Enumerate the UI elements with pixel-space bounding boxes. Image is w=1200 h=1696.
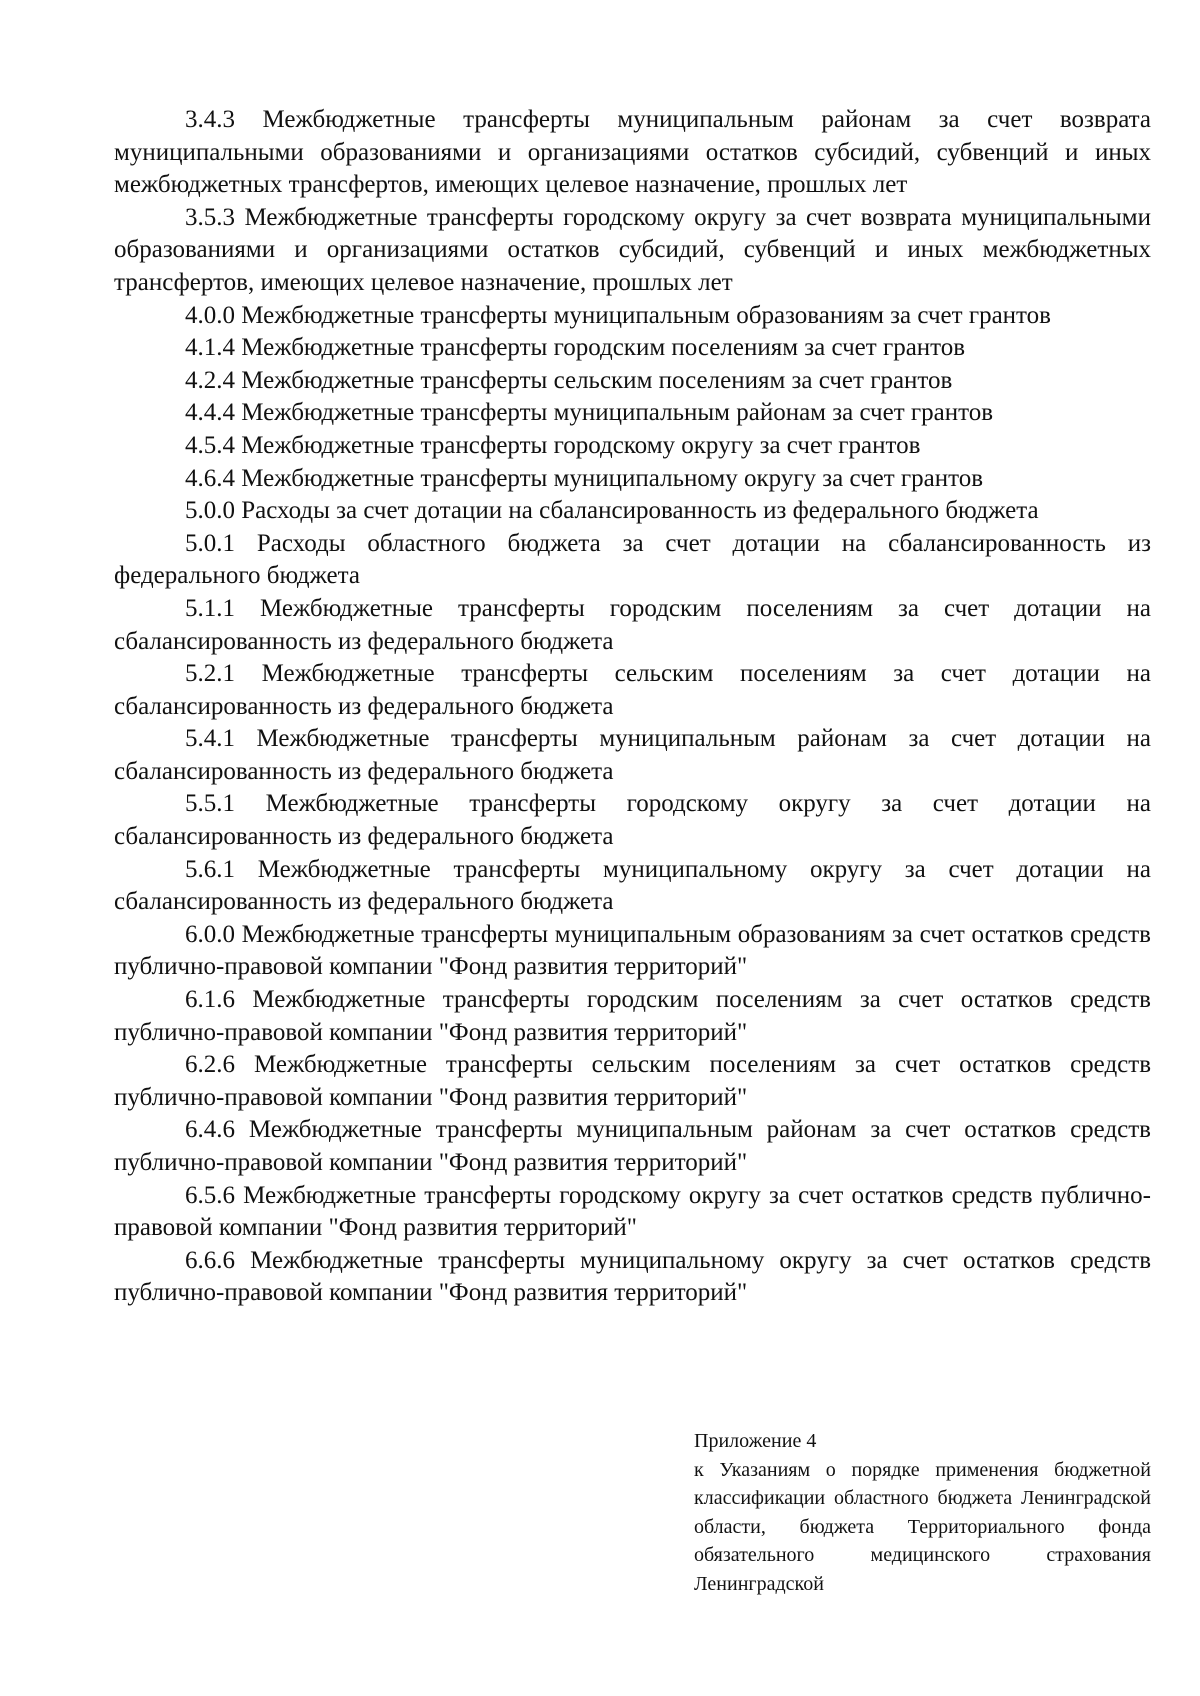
paragraph-6-2-6: 6.2.6 Межбюджетные трансферты сельским поселениям за счет остатков средств публично-правовой компании "Фонд развития территорий"	[114, 1051, 1151, 1111]
paragraph-6-1-6: 6.1.6 Межбюджетные трансферты городским поселениям за счет остатков средств публично-правовой компании "Фонд развития территорий"	[114, 986, 1151, 1046]
paragraph-3-4-3: 3.4.3 Межбюджетные трансферты муниципальным районам за счет возврата муниципальными образованиями и организациями остатков субсидий, субвенций и иных межбюджетных трансфертов, имеющих целевое назначение, прошлых лет	[114, 106, 1151, 199]
paragraph-5-4-1: 5.4.1 Межбюджетные трансферты муниципальным районам за счет дотации на сбалансированность из федерального бюджета	[114, 725, 1151, 785]
paragraph-4-1-4: 4.1.4 Межбюджетные трансферты городским поселениям за счет грантов	[185, 334, 966, 362]
paragraph-6-4-6: 6.4.6 Межбюджетные трансферты муниципальным районам за счет остатков средств публично-правовой компании "Фонд развития территорий"	[114, 1116, 1151, 1176]
appendix-text: к Указаниям о порядке применения бюджетной классификации областного бюджета Ленинградской области, бюджета Территориального фонда обязательного медицинского страхования Ленинградской	[694, 1458, 1151, 1595]
paragraph-4-2-4: 4.2.4 Межбюджетные трансферты сельским поселениям за счет грантов	[185, 366, 953, 394]
paragraph-6-6-6: 6.6.6 Межбюджетные трансферты муниципальному округу за счет остатков средств публично-правовой компании "Фонд развития территорий"	[114, 1246, 1151, 1307]
paragraph-3-5-3: 3.5.3 Межбюджетные трансферты городскому округу за счет возврата муниципальными образованиями и организациями остатков субсидий, субвенций и иных межбюджетных трансфертов, имеющих целевое назначение, прошлых лет	[114, 203, 1151, 296]
paragraph-5-5-1: 5.5.1 Межбюджетные трансферты городскому округу за счет дотации на сбалансированность из федерального бюджета	[114, 790, 1151, 851]
paragraph-5-0-1: 5.0.1 Расходы областного бюджета за счет дотации на сбалансированность из федерального бюджета	[114, 529, 1151, 590]
paragraph-6-5-6: 6.5.6 Межбюджетные трансферты городскому округу за счет остатков средств публично-правовой компании "Фонд развития территорий"	[114, 1181, 1151, 1242]
paragraph-5-6-1: 5.6.1 Межбюджетные трансферты муниципальному округу за счет дотации на сбалансированность из федерального бюджета	[114, 855, 1151, 916]
paragraph-4-5-4: 4.5.4 Межбюджетные трансферты городскому округу за счет грантов	[185, 431, 921, 459]
paragraph-5-0-0: 5.0.0 Расходы за счет дотации на сбалансированность из федерального бюджета	[185, 497, 1039, 525]
document-body	[114, 104, 1151, 1310]
paragraph-5-2-1: 5.2.1 Межбюджетные трансферты сельским поселениям за счет дотации на сбалансированность из федерального бюджета	[114, 660, 1151, 720]
paragraph-4-6-4: 4.6.4 Межбюджетные трансферты муниципальному округу за счет грантов	[185, 464, 984, 492]
paragraph-6-0-0: 6.0.0 Межбюджетные трансферты муниципальным образованиям за счет остатков средств публично-правовой компании "Фонд развития территорий"	[114, 920, 1151, 981]
appendix-title: Приложение 4	[694, 1430, 817, 1452]
paragraph-5-1-1: 5.1.1 Межбюджетные трансферты городским поселениям за счет дотации на сбалансированность из федерального бюджета	[114, 594, 1151, 655]
paragraph-4-4-4: 4.4.4 Межбюджетные трансферты муниципальным районам за счет грантов	[185, 399, 994, 427]
paragraph-4-0-0: 4.0.0 Межбюджетные трансферты муниципальным образованиям за счет грантов	[185, 301, 1051, 329]
appendix-block	[694, 1427, 1151, 1599]
